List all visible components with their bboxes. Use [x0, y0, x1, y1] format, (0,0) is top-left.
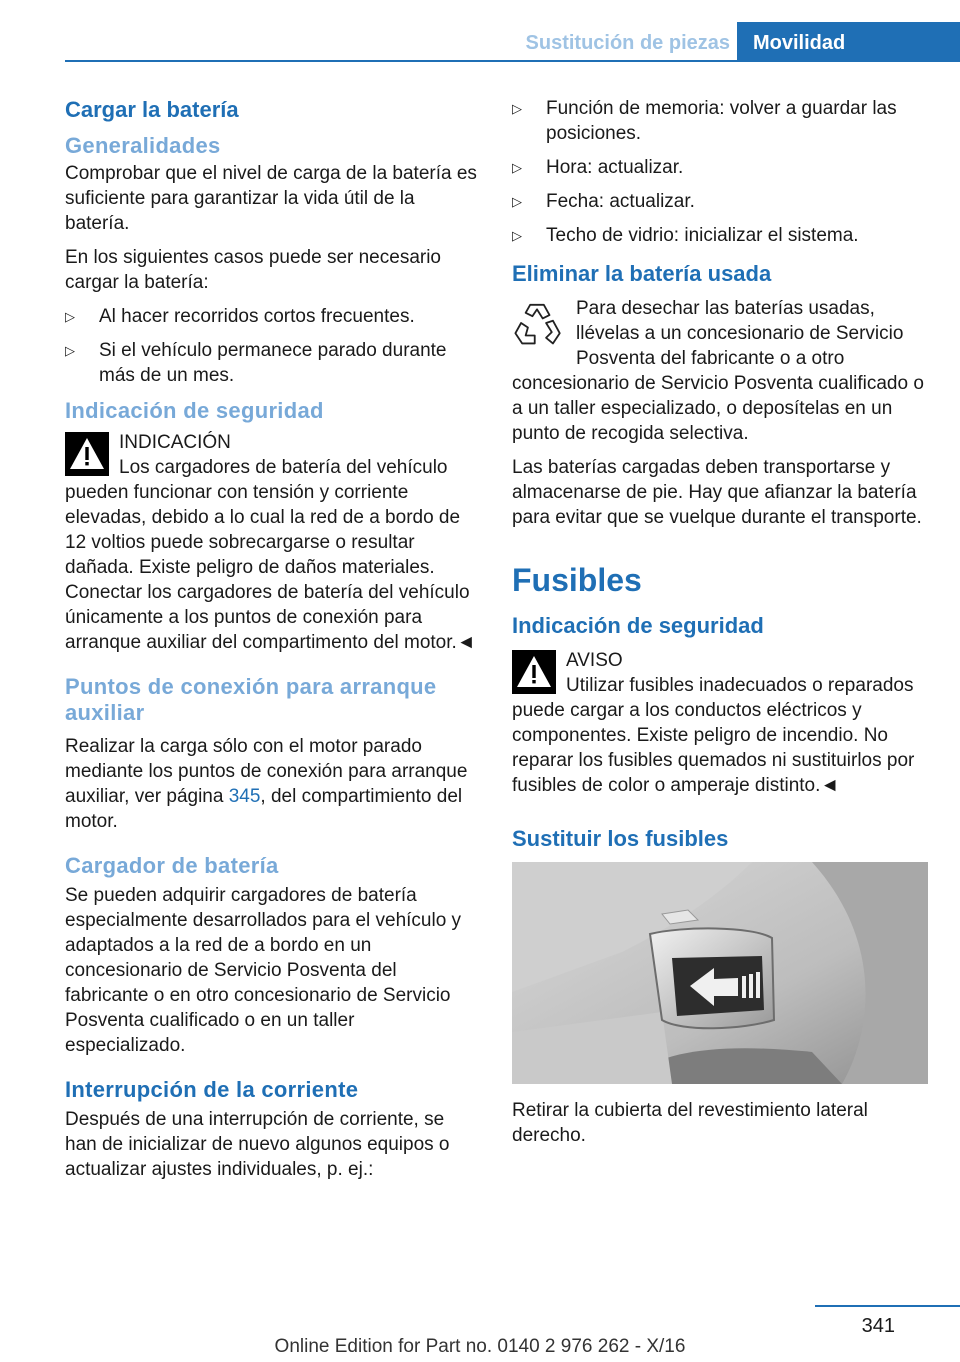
heading-interrupcion-corriente: Interrupción de la corriente: [65, 1077, 359, 1102]
triangle-bullet-icon: ▷: [512, 101, 522, 116]
list-item: ▷ Hora: actualizar.: [512, 157, 684, 178]
footer-edition-text: Online Edition for Part no. 0140 2 976 262 - X/16: [274, 1336, 686, 1357]
heading-fusibles: Fusibles: [512, 562, 642, 598]
triangle-bullet-icon: ▷: [65, 309, 75, 324]
paragraph-transporte: Las baterías cargadas deben transportarse y almacenarse de pie. Hay que afianzar la batería para evitar que se vuelque durante el transporte.: [512, 457, 922, 528]
list-item: ▷ Si el vehículo permanece parado durante más de un mes.: [65, 340, 447, 386]
paragraph-generalidades-2: En los siguientes casos puede ser necesario cargar la batería:: [65, 247, 442, 293]
paragraph-retirar-cubierta: Retirar la cubierta del revestimiento lateral derecho.: [512, 1100, 868, 1146]
list-item: ▷ Función de memoria: volver a guardar las posiciones.: [512, 98, 897, 144]
recycle-note: [512, 296, 926, 446]
heading-generalidades: Generalidades: [65, 133, 221, 158]
notice-box: [512, 648, 926, 798]
recycle-icon: [512, 298, 562, 348]
paragraph-interrupcion: Después de una interrupción de corriente, se han de inicializar de nuevo algunos equipos o actualizar ajustes individuales, p. ej.:: [65, 1109, 450, 1180]
notice-label: INDICACIÓN: [119, 432, 231, 453]
paragraph-generalidades-1: Comprobar que el nivel de carga de la batería es suficiente para garantizar la vida útil de la batería.: [65, 163, 477, 234]
notice-text: Utilizar fusibles inadecuados o reparados puede cargar a los conductos eléctricos y componentes. Existe peligro de incendio. No reparar los fusibles quemados ni sustituirlos por fusibles de color o amperaje distinto.◄: [512, 675, 915, 796]
heading-sustituir-fusibles: Sustituir los fusibles: [512, 826, 729, 851]
notice-box: [65, 430, 479, 655]
notice-label: AVISO: [566, 650, 623, 671]
heading-indicacion-seguridad-fusibles: Indicación de seguridad: [512, 613, 764, 638]
heading-cargador-bateria: Cargador de batería: [65, 853, 279, 878]
list-item: ▷ Techo de vidrio: inicializar el sistema.: [512, 225, 859, 246]
bullet-list-ajustes: [512, 96, 926, 248]
paragraph-cargador: Se pueden adquirir cargadores de batería especialmente desarrollados para el vehículo y adaptados a la red de a bordo en un concesionario de Servicio Posventa del fabricante o en otro concesionario de Servicio Posventa cualificado o en un taller especializado.: [65, 885, 462, 1056]
notice-text: Los cargadores de batería del vehículo pueden funcionar con tensión y corriente elevadas, debido a lo cual la red de a bordo de 12 voltios puede sobrecargarse o resultar dañada. Existe peligro de daños materiales. Conectar los cargadores de batería del vehículo únicamente a los puntos de conexión para arranque auxiliar del compartimento del motor.◄: [65, 457, 476, 653]
paragraph-puntos-conexion: Realizar la carga sólo con el motor parado mediante los puntos de conexión para arranque auxiliar, ver página 345, del compartimiento del motor.: [65, 736, 468, 832]
triangle-bullet-icon: ▷: [512, 194, 522, 209]
heading-puntos-conexion: Puntos de conexión para arranque auxiliar: [65, 674, 437, 725]
right-column: [512, 96, 926, 1157]
bullet-list-casos: [65, 304, 479, 388]
heading-indicacion-seguridad: Indicación de seguridad: [65, 398, 324, 423]
fuse-cover-photo: [512, 862, 928, 1084]
triangle-bullet-icon: ▷: [512, 160, 522, 175]
footer-rule: [815, 1305, 960, 1307]
heading-cargar-bateria: Cargar la batería: [65, 97, 239, 122]
heading-eliminar-bateria: Eliminar la batería usada: [512, 261, 772, 286]
page-reference-link[interactable]: 345: [228, 786, 261, 807]
list-item: ▷ Al hacer recorridos cortos frecuentes.: [65, 306, 415, 327]
triangle-bullet-icon: ▷: [512, 228, 522, 243]
page-number: 341: [861, 1315, 895, 1337]
warning-triangle-icon: [512, 650, 556, 694]
list-item: ▷ Fecha: actualizar.: [512, 191, 695, 212]
header-section-title: Sustitución de piezas: [525, 32, 730, 54]
paragraph-eliminar: Para desechar las baterías usadas, llévelas a un concesionario de Servicio Posventa del fabricante o a otro concesionario de Servicio Posventa cualificado o a un taller especializado, o deposítelas en un punto de recogida selectiva.: [512, 298, 924, 444]
warning-triangle-icon: [65, 432, 109, 476]
left-column: [65, 96, 479, 1191]
header-rule: [65, 60, 960, 62]
triangle-bullet-icon: ▷: [65, 343, 75, 358]
header-tab-movilidad[interactable]: Movilidad: [737, 22, 960, 62]
